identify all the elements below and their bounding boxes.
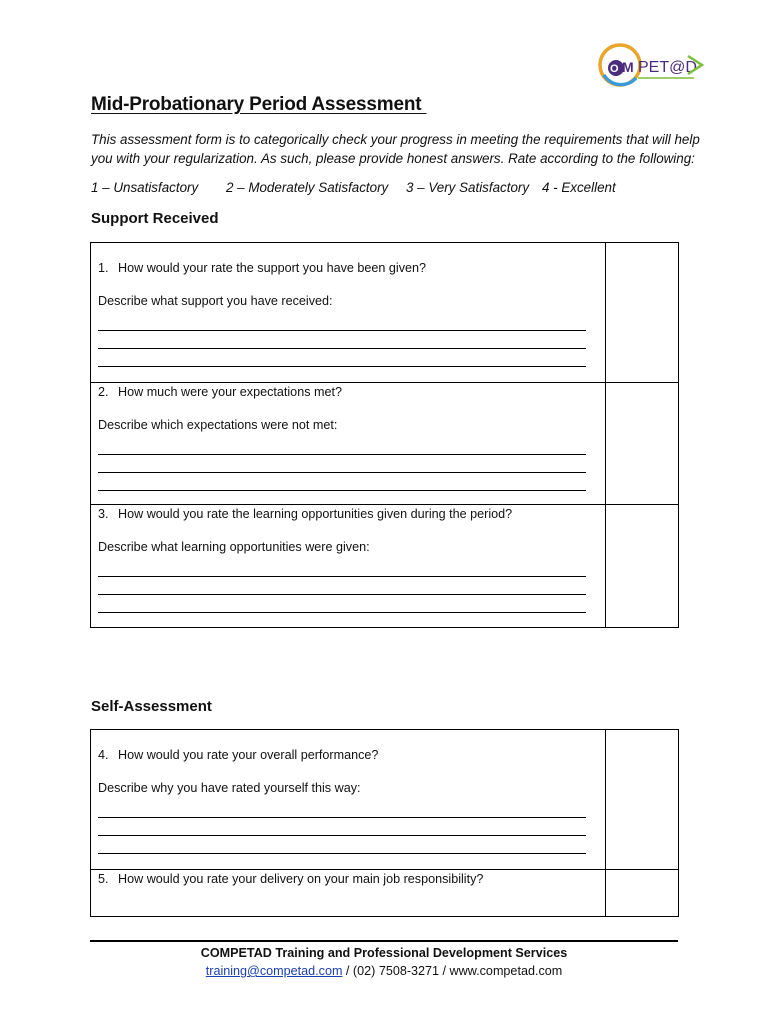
question-number: 3.: [98, 507, 109, 521]
describe-prompt: Describe what support you have received:: [98, 294, 333, 308]
competad-logo: [598, 42, 706, 88]
question-cell: [91, 505, 606, 628]
footer-email-link[interactable]: training@competad.com: [205, 964, 343, 978]
describe-prompt: Describe why you have rated yourself this way:: [98, 781, 361, 795]
rating-cell[interactable]: [606, 383, 679, 505]
svg-text:O: O: [610, 63, 619, 75]
question-text: How much were your expectations met?: [118, 385, 342, 399]
rating-cell[interactable]: [606, 730, 679, 870]
rating-cell[interactable]: [606, 505, 679, 628]
question-cell: [91, 243, 606, 383]
section-heading: Self-Assessment: [91, 698, 212, 715]
support-received-table: [90, 242, 679, 628]
answer-lines[interactable]: [98, 800, 605, 854]
intro-text: [91, 130, 700, 168]
scale-item: 1 – Unsatisfactory: [91, 180, 199, 195]
footer-contact: [90, 962, 678, 980]
svg-text:PET@D: PET@D: [638, 59, 697, 76]
scale-item: 2 – Moderately Satisfactory: [226, 180, 389, 195]
page-title: Mid-Probationary Period Assessment: [91, 94, 427, 115]
answer-lines[interactable]: [98, 559, 605, 613]
question-cell: [91, 383, 606, 505]
self-assessment-table: [90, 729, 679, 917]
footer-org: COMPETAD Training and Professional Development Services: [200, 946, 568, 960]
describe-prompt: Describe what learning opportunities were given:: [98, 540, 370, 554]
svg-text:M: M: [622, 59, 634, 75]
answer-lines[interactable]: [98, 313, 605, 367]
question-cell: [91, 730, 606, 870]
describe-prompt: Describe which expectations were not met:: [98, 418, 338, 432]
question-number: 2.: [98, 385, 109, 399]
footer-phone-web: / (02) 7508-3271 / www.competad.com: [342, 964, 563, 978]
question-text: How would you rate the learning opportunities given during the period?: [118, 507, 513, 521]
question-text: How would you rate your overall performance?: [118, 748, 379, 762]
scale-item: 3 – Very Satisfactory: [406, 180, 530, 195]
scale-item: 4 - Excellent: [542, 180, 616, 195]
question-number: 1.: [98, 261, 109, 275]
footer: [90, 944, 678, 980]
answer-lines[interactable]: [98, 437, 605, 491]
section-heading: Support Received: [91, 210, 219, 227]
question-cell: [91, 870, 606, 917]
question-text: How would your rate the support you have been given?: [118, 261, 427, 275]
footer-divider: [90, 940, 678, 942]
question-number: 5.: [98, 872, 109, 886]
question-number: 4.: [98, 748, 109, 762]
rating-cell[interactable]: [606, 870, 679, 917]
question-text: How would you rate your delivery on your main job responsibility?: [118, 872, 484, 886]
rating-cell[interactable]: [606, 243, 679, 383]
intro-line: This assessment form is to categorically check your progress in meeting the requirements that will help: [91, 132, 700, 147]
intro-line: you with your regularization. As such, please provide honest answers. Rate according to the following:: [91, 151, 695, 166]
